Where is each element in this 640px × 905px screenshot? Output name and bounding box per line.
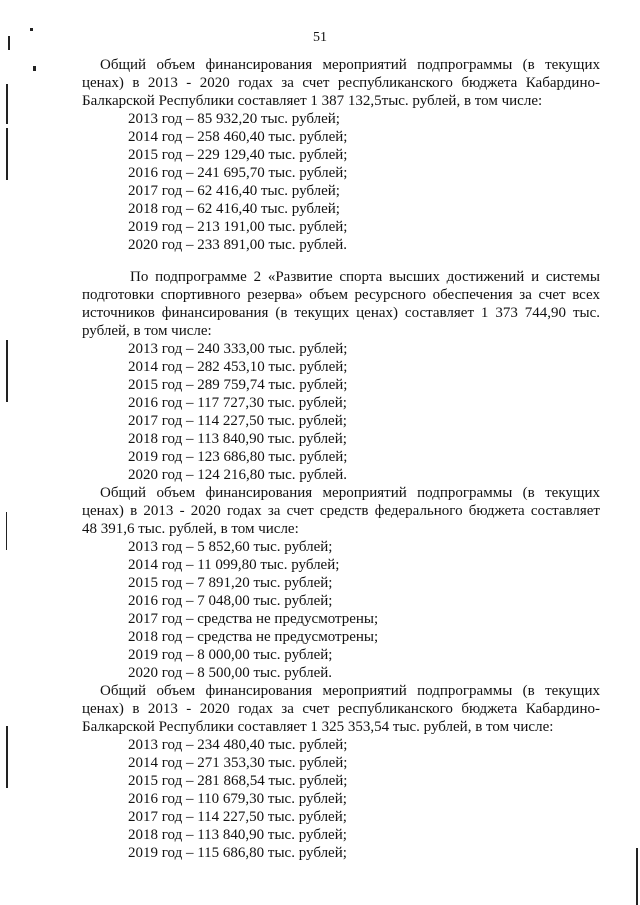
year-line: 2017 год – 114 227,50 тыс. рублей; — [128, 809, 347, 825]
scan-mark — [8, 36, 10, 50]
paragraph-line: 48 391,6 тыс. рублей, в том числе: — [82, 521, 299, 537]
paragraph-line: Балкарской Республики составляет 1 325 353,54 тыс. рублей, в том числе: — [82, 719, 554, 735]
year-line: 2017 год – средства не предусмотрены; — [128, 611, 379, 627]
year-line: 2014 год – 282 453,10 тыс. рублей; — [128, 359, 348, 375]
year-line: 2016 год – 241 695,70 тыс. рублей; — [128, 165, 348, 181]
scan-mark — [636, 848, 638, 905]
scan-mark — [6, 512, 7, 550]
year-line: 2020 год – 124 216,80 тыс. рублей. — [128, 467, 348, 483]
year-line: 2019 год – 8 000,00 тыс. рублей; — [128, 647, 333, 663]
year-line: 2015 год – 229 129,40 тыс. рублей; — [128, 147, 348, 163]
scan-mark — [6, 128, 8, 180]
year-line: 2017 год – 114 227,50 тыс. рублей; — [128, 413, 347, 429]
year-line: 2018 год – 62 416,40 тыс. рублей; — [128, 201, 340, 217]
year-line: 2020 год – 233 891,00 тыс. рублей. — [128, 237, 348, 253]
year-line: 2013 год – 85 932,20 тыс. рублей; — [128, 111, 340, 127]
year-line: 2018 год – 113 840,90 тыс. рублей; — [128, 827, 347, 843]
paragraph-line: ценах) в 2013 - 2020 годах за счет республиканского бюджета Кабардино- — [82, 701, 600, 717]
year-line: 2015 год – 7 891,20 тыс. рублей; — [128, 575, 333, 591]
year-line: 2015 год – 281 868,54 тыс. рублей; — [128, 773, 348, 789]
year-line: 2013 год – 234 480,40 тыс. рублей; — [128, 737, 348, 753]
scan-mark — [30, 28, 33, 31]
year-line: 2019 год – 213 191,00 тыс. рублей; — [128, 219, 348, 235]
year-line: 2016 год – 7 048,00 тыс. рублей; — [128, 593, 333, 609]
year-line: 2014 год – 271 353,30 тыс. рублей; — [128, 755, 348, 771]
scan-mark — [33, 66, 36, 71]
paragraph-line: Общий объем финансирования мероприятий подпрограммы (в текущих — [100, 683, 600, 699]
year-line: 2018 год – 113 840,90 тыс. рублей; — [128, 431, 347, 447]
paragraph-line: ценах) в 2013 - 2020 годах за счет средств федерального бюджета составляет — [82, 503, 600, 519]
year-line: 2018 год – средства не предусмотрены; — [128, 629, 379, 645]
paragraph-line: Общий объем финансирования мероприятий подпрограммы (в текущих — [100, 57, 600, 73]
year-line: 2020 год – 8 500,00 тыс. рублей. — [128, 665, 333, 681]
year-line: 2019 год – 123 686,80 тыс. рублей; — [128, 449, 348, 465]
paragraph-line: Общий объем финансирования мероприятий подпрограммы (в текущих — [100, 485, 600, 501]
year-line: 2013 год – 5 852,60 тыс. рублей; — [128, 539, 333, 555]
year-line: 2019 год – 115 686,80 тыс. рублей; — [128, 845, 347, 861]
year-line: 2015 год – 289 759,74 тыс. рублей; — [128, 377, 348, 393]
paragraph-line: ценах) в 2013 - 2020 годах за счет республиканского бюджета Кабардино- — [82, 75, 600, 91]
paragraph-line: рублей, в том числе: — [82, 323, 212, 339]
paragraph-line: Балкарской Республики составляет 1 387 132,5тыс. рублей, в том числе: — [82, 93, 543, 109]
paragraph-line: источников финансирования (в текущих ценах) составляет 1 373 744,90 тыс. — [82, 305, 600, 321]
page-number: 51 — [313, 30, 327, 45]
scan-mark — [6, 726, 8, 788]
year-line: 2017 год – 62 416,40 тыс. рублей; — [128, 183, 340, 199]
year-line: 2014 год – 11 099,80 тыс. рублей; — [128, 557, 340, 573]
year-line: 2016 год – 117 727,30 тыс. рублей; — [128, 395, 347, 411]
paragraph-line: подготовки спортивного резерва» объем ресурсного обеспечения за счет всех — [82, 287, 600, 303]
scan-mark — [6, 84, 8, 124]
year-line: 2013 год – 240 333,00 тыс. рублей; — [128, 341, 348, 357]
year-line: 2016 год – 110 679,30 тыс. рублей; — [128, 791, 347, 807]
year-line: 2014 год – 258 460,40 тыс. рублей; — [128, 129, 348, 145]
paragraph-line: По подпрограмме 2 «Развитие спорта высших достижений и системы — [130, 269, 600, 285]
scan-mark — [6, 340, 8, 402]
